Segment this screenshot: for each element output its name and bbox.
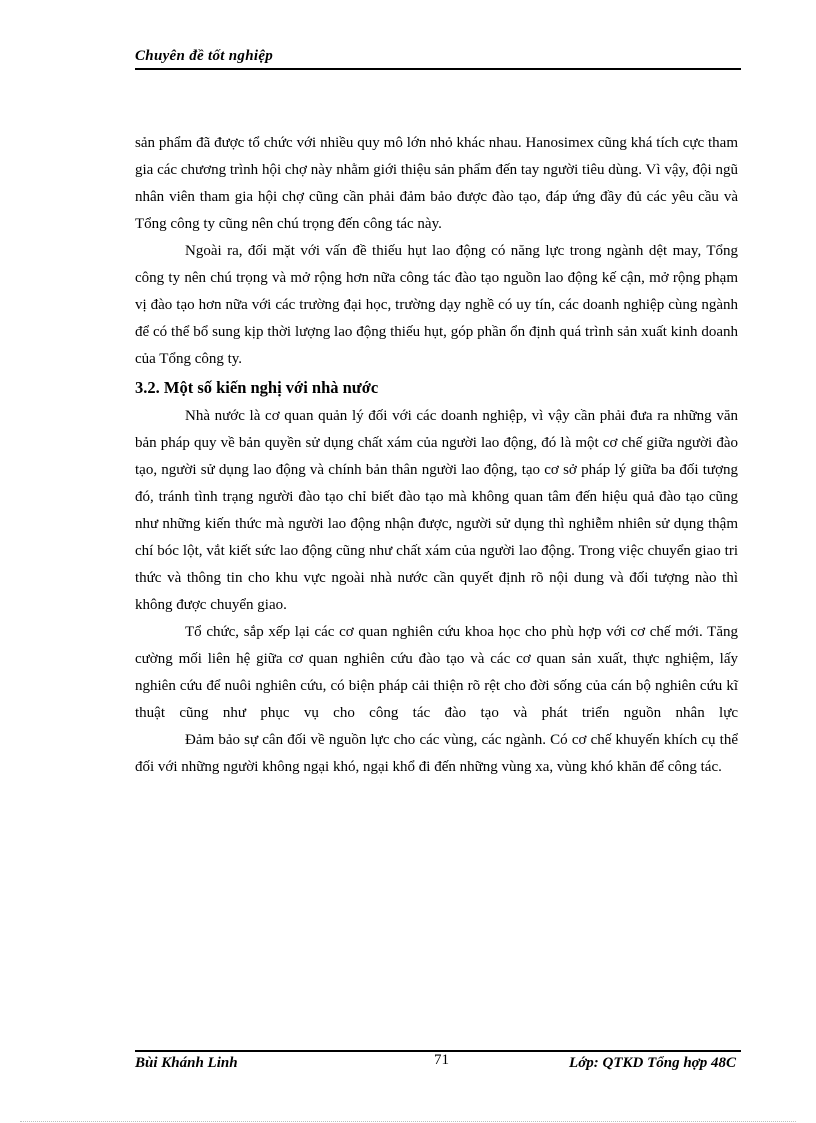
header-divider	[135, 68, 741, 70]
footer-class: Lớp: QTKD Tổng hợp 48C	[569, 1055, 736, 1071]
paragraph-1: sản phẩm đã được tổ chức với nhiều quy mô lớn nhỏ khác nhau. Hanosimex cũng khá tích cực tham gia các chương trình hội chợ này nhằm giới thiệu sản phẩm đến tay người tiêu dùng. Vì vậy, đội ngũ nhân viên tham gia hội chợ cũng cần phải đảm bảo được đào tạo, đáp ứng đầy đủ các yêu cầu và Tổng công ty cũng nên chú trọng đến công tác này.	[135, 135, 738, 232]
paragraph-3: Nhà nước là cơ quan quản lý đối với các doanh nghiệp, vì vậy cần phải đưa ra những văn bản pháp quy về bản quyền sử dụng chất xám của người lao động, đó là một cơ chế giữa người đào tạo, người sử dụng lao động và chính bản thân người lao động, tạo cơ sở pháp lý giữa ba đối tượng đó, tránh tình trạng người đào tạo chỉ biết đào tạo mà không quan tâm đến hiệu quả đào tạo cũng như những kiến thức mà người lao động nhận được, người sử dụng thì nghiễm nhiên sử dụng thậm chí bóc lột, vắt kiết sức lao động cũng như chất xám của người lao động. Trong việc chuyển giao tri thức và thông tin cho khu vực ngoài nhà nước cần quyết định rõ nội dung và đối tượng nào thì không được chuyển giao.	[135, 408, 738, 613]
page-header-title: Chuyên đề tốt nghiệp	[135, 48, 274, 64]
paragraph-2: Ngoài ra, đối mặt với vấn đề thiếu hụt lao động có năng lực trong ngành dệt may, Tổng công ty nên chú trọng và mở rộng hơn nữa công tác đào tạo nguồn lao động kế cận, mở rộng phạm vị đào tạo hơn nữa với các trường đại học, trường dạy nghề có uy tín, các doanh nghiệp cùng ngành để có thể bổ sung kịp thời lượng lao động thiếu hụt, góp phần ổn định quá trình sản xuất kinh doanh của Tổng công ty.	[135, 243, 738, 367]
page-bottom-edge	[20, 1121, 796, 1122]
page-number: 71	[434, 1052, 449, 1068]
document-body	[135, 130, 738, 781]
paragraph-4: Tổ chức, sắp xếp lại các cơ quan nghiên cứu khoa học cho phù hợp với cơ chế mới. Tăng cường mối liên hệ giữa cơ quan nghiên cứu đào tạo và các cơ quan sản xuất, thực nghiệm, lấy nghiên cứu để nuôi nghiên cứu, có biện pháp cải thiện rõ rệt cho đời sống của cán bộ nghiên cứu kĩ thuật cũng như phục vụ cho công tác đào tạo và phát triển nguồn nhân lực	[135, 624, 738, 721]
paragraph-5: Đảm bảo sự cân đối về nguồn lực cho các vùng, các ngành. Có cơ chế khuyến khích cụ thể đối với những người không ngại khó, ngại khổ đi đến những vùng xa, vùng khó khăn để công tác.	[135, 732, 738, 775]
section-heading: 3.2. Một số kiến nghị với nhà nước	[135, 378, 379, 397]
footer-author: Bùi Khánh Linh	[135, 1055, 238, 1071]
